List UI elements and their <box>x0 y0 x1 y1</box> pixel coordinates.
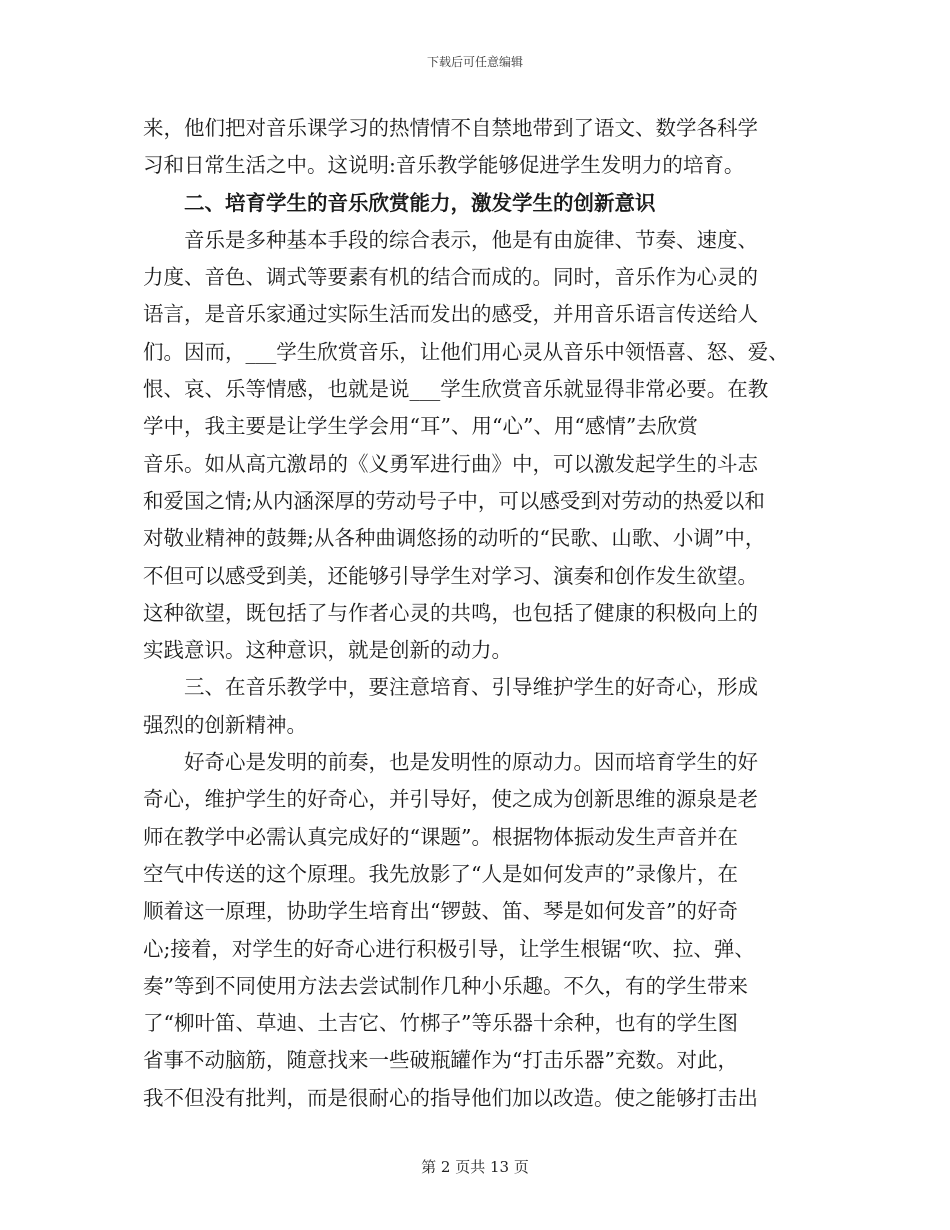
text-line: 这种欲望，既包括了与作者心灵的共鸣，也包括了健康的积极向上的 <box>143 600 758 625</box>
page-footer: 第 2 页共 13 页 <box>421 1158 529 1176</box>
text-line: 语言，是音乐家通过实际生活而发出的感受，并用音乐语言传送给人 <box>143 302 758 327</box>
text-line: 强烈的创新精神。 <box>143 712 307 737</box>
text-line: 学中，我主要是让学生学会用“耳”、用“心”、用“感情”去欣赏 <box>143 414 698 439</box>
text-line: 师在教学中必需认真完成好的“课题”。根据物体振动发生声音并在 <box>143 824 738 849</box>
text-line: 好奇心是发明的前奏，也是发明性的原动力。因而培育学生的好 <box>184 750 758 775</box>
text-line: 对敬业精神的鼓舞;从各种曲调悠扬的动听的“民歌、山歌、小调”中， <box>143 526 766 551</box>
text-line: 音乐。如从高亢激昂的《义勇军进行曲》中，可以激发起学生的斗志 <box>143 451 758 476</box>
text-line: 三、在音乐教学中，要注意培育、引导维护学生的好奇心，形成 <box>184 675 758 700</box>
text-line: 省事不动脑筋，随意找来一些破瓶罐作为“打击乐器”充数。对此， <box>143 1048 738 1073</box>
text-line: 空气中传送的这个原理。我先放影了“人是如何发声的”录像片，在 <box>143 861 738 886</box>
text-line: 来，他们把对音乐课学习的热情情不自禁地带到了语文、数学各科学 <box>143 116 758 140</box>
text-line: 力度、音色、调式等要素有机的结合而成的。同时，音乐作为心灵的 <box>143 265 758 290</box>
document-body <box>143 110 815 1117</box>
text-line: 和爱国之情;从内涵深厚的劳动号子中，可以感受到对劳动的热爱以和 <box>143 488 765 513</box>
text-line: 顺着这一原理，协助学生培育出“锣鼓、笛、琴是如何发音”的好奇 <box>143 899 738 924</box>
text-line: 心;接着，对学生的好奇心进行积极引导，让学生根锯“吹、拉、弹、 <box>143 936 755 961</box>
text-line: 们。因而，___学生欣赏音乐，让他们用心灵从音乐中领悟喜、怒、爱、 <box>143 339 789 364</box>
section-heading: 二、培育学生的音乐欣赏能力，激发学生的创新意识 <box>184 190 656 215</box>
text-line: 奏”等到不同使用方法去尝试制作几种小乐趣。不久，有的学生带来 <box>143 973 748 998</box>
text-line: 实践意识。这种意识，就是创新的动力。 <box>143 638 512 663</box>
text-line: 习和日常生活之中。这说明:音乐教学能够促进学生发明力的培育。 <box>143 153 745 178</box>
text-line: 奇心，维护学生的好奇心，并引导好，使之成为创新思维的源泉是老 <box>143 787 758 812</box>
text-line: 了“柳叶笛、草迪、土吉它、竹梆子”等乐器十余种，也有的学生图 <box>143 1011 738 1036</box>
text-line: 不但可以感受到美，还能够引导学生对学习、演奏和创作发生欲望。 <box>143 563 758 588</box>
text-line: 音乐是多种基本手段的综合表示，他是有由旋律、节奏、速度、 <box>184 227 758 252</box>
text-line: 我不但没有批判，而是很耐心的指导他们加以改造。使之能够打击出 <box>143 1085 758 1110</box>
text-line: 恨、哀、乐等情感，也就是说___学生欣赏音乐就显得非常必要。在教 <box>143 377 769 402</box>
page-header: 下载后可任意编辑 <box>426 55 523 69</box>
